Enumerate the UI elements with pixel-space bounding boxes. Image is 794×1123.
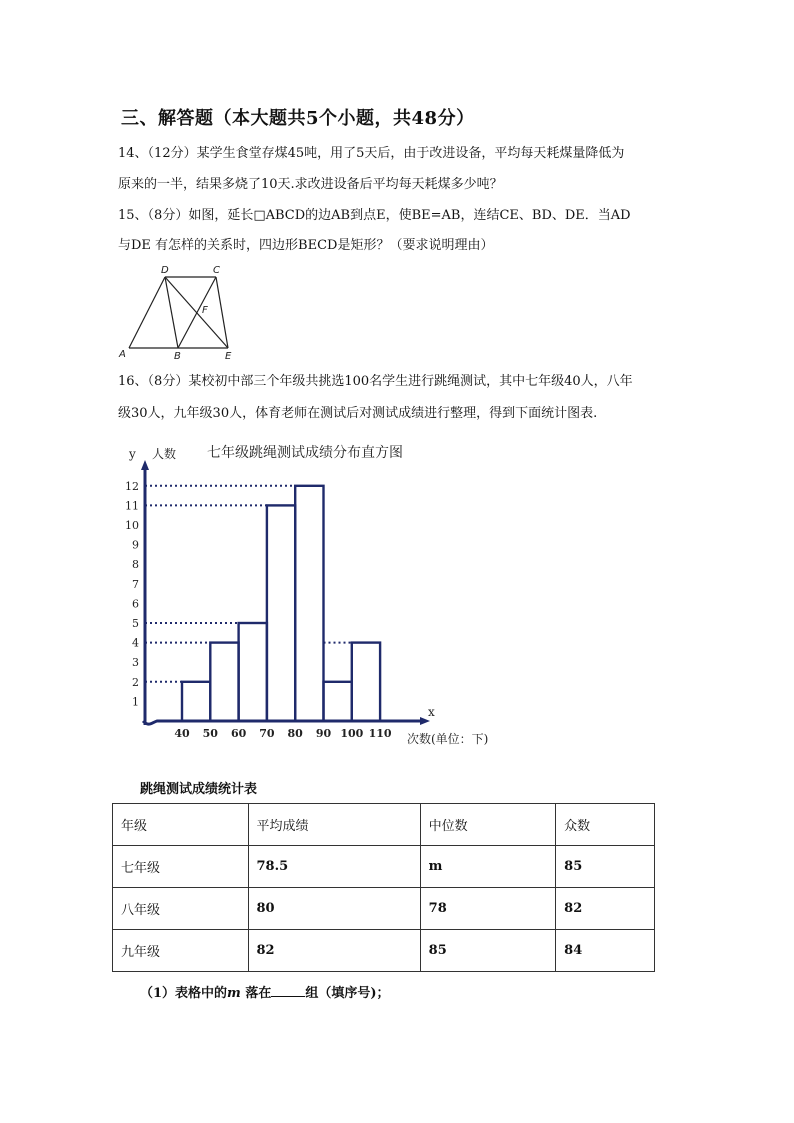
label-D: D — [161, 265, 169, 276]
x-tick-label: 100 — [340, 727, 364, 740]
y-tick-label: 3 — [132, 656, 139, 670]
segment-AD — [129, 277, 165, 348]
y-tick-label: 4 — [132, 636, 139, 650]
x-tick-label: 40 — [174, 727, 190, 740]
histogram-bar — [324, 682, 352, 721]
table-cell: 85 — [556, 846, 655, 888]
header-cell: 众数 — [556, 804, 655, 846]
table-title: 跳绳测试成绩统计表 — [140, 782, 258, 797]
q16-line2: 级30人，九年级30人，体育老师在测试后对测试成绩进行整理，得到下面统计图表. — [118, 406, 598, 421]
x-tick-label: 60 — [230, 727, 247, 740]
x-tick-label: 70 — [259, 727, 275, 740]
x-tick-label: 90 — [315, 727, 332, 740]
segment-DE — [165, 277, 228, 348]
label-C: C — [213, 265, 220, 276]
header-cell: 年级 — [113, 804, 249, 846]
y-tick-label: 5 — [132, 617, 139, 630]
y-tick-label: 7 — [132, 577, 139, 591]
histogram-bar — [210, 643, 238, 721]
label-A: A — [119, 349, 126, 360]
histogram-bar — [182, 682, 210, 721]
table-cell: 84 — [556, 930, 655, 972]
section-heading: 三、解答题（本大题共5个小题，共48分） — [121, 108, 475, 129]
x-tick-label: 80 — [287, 727, 303, 740]
header-cell: 中位数 — [420, 804, 556, 846]
q15-line1: 15、（8分）如图，延长□ABCD的边AB到点E，使BE=AB，连结CE、BD、DE．当AD — [118, 208, 631, 223]
table-header-row — [113, 804, 655, 846]
x-tick-label: 110 — [368, 727, 392, 740]
histogram-bar — [239, 623, 267, 721]
histogram-bar — [267, 505, 295, 721]
table-cell: 80 — [248, 888, 420, 930]
y-tick-label: 12 — [125, 479, 139, 493]
x-tick-label: 50 — [202, 727, 218, 740]
table-cell: 七年级 — [113, 846, 249, 888]
label-E: E — [225, 351, 232, 362]
histogram-bar — [295, 486, 323, 721]
q16-part1-suffix: 组（填序号)； — [305, 986, 390, 1001]
y-axis-arrow — [141, 460, 149, 470]
header-cell: 平均成绩 — [248, 804, 420, 846]
chart-title: 七年级跳绳测试成绩分布直方图 — [207, 445, 403, 461]
table-cell: m — [420, 846, 556, 888]
y-axis-label: 人数 — [152, 447, 177, 461]
x-axis-line — [143, 721, 426, 724]
histogram-chart — [112, 440, 512, 750]
table-cell: 82 — [556, 888, 655, 930]
table-cell: 78.5 — [248, 846, 420, 888]
y-tick-label: 6 — [132, 597, 139, 611]
label-B: B — [174, 351, 181, 362]
q16-part1 — [140, 982, 390, 1001]
y-tick-label: 11 — [125, 499, 139, 513]
y-tick-label: 8 — [132, 558, 139, 572]
table-row — [113, 930, 655, 972]
q16-part1-middle: 落在 — [240, 986, 272, 1001]
table-cell: 82 — [248, 930, 420, 972]
table-cell: 78 — [420, 888, 556, 930]
y-tick-label: 1 — [132, 695, 139, 709]
y-axis-letter: y — [129, 447, 136, 461]
q15-line2: 与DE 有怎样的关系时，四边形BECD是矩形？（要求说明理由） — [118, 238, 494, 253]
y-tick-label: 10 — [125, 519, 139, 532]
q16-part1-prefix: （1）表格中的 — [140, 986, 228, 1001]
table-cell: 85 — [420, 930, 556, 972]
x-axis-label: 次数(单位：下) — [407, 732, 489, 746]
table-row — [113, 846, 655, 888]
y-tick-label: 2 — [132, 675, 139, 689]
parallelogram-figure — [115, 262, 245, 362]
table-cell: 八年级 — [113, 888, 249, 930]
histogram-bar — [352, 643, 380, 721]
q16-part1-var: m — [227, 986, 241, 1001]
q14-line2: 原来的一半，结果多烧了10天.求改进设备后平均每天耗煤多少吨？ — [118, 177, 503, 192]
answer-blank[interactable] — [271, 984, 305, 997]
stats-table — [112, 803, 655, 972]
y-tick-label: 9 — [132, 538, 139, 552]
q16-line1: 16、（8分）某校初中部三个年级共挑选100名学生进行跳绳测试，其中七年级40人，八年 — [118, 374, 633, 389]
table-row — [113, 888, 655, 930]
segment-BD — [165, 277, 178, 348]
x-axis-letter: x — [428, 705, 435, 719]
q14-line1: 14、（12分）某学生食堂存煤45吨，用了5天后，由于改进设备，平均每天耗煤量降低为 — [118, 146, 625, 161]
label-F: F — [202, 305, 208, 316]
table-cell: 九年级 — [113, 930, 249, 972]
